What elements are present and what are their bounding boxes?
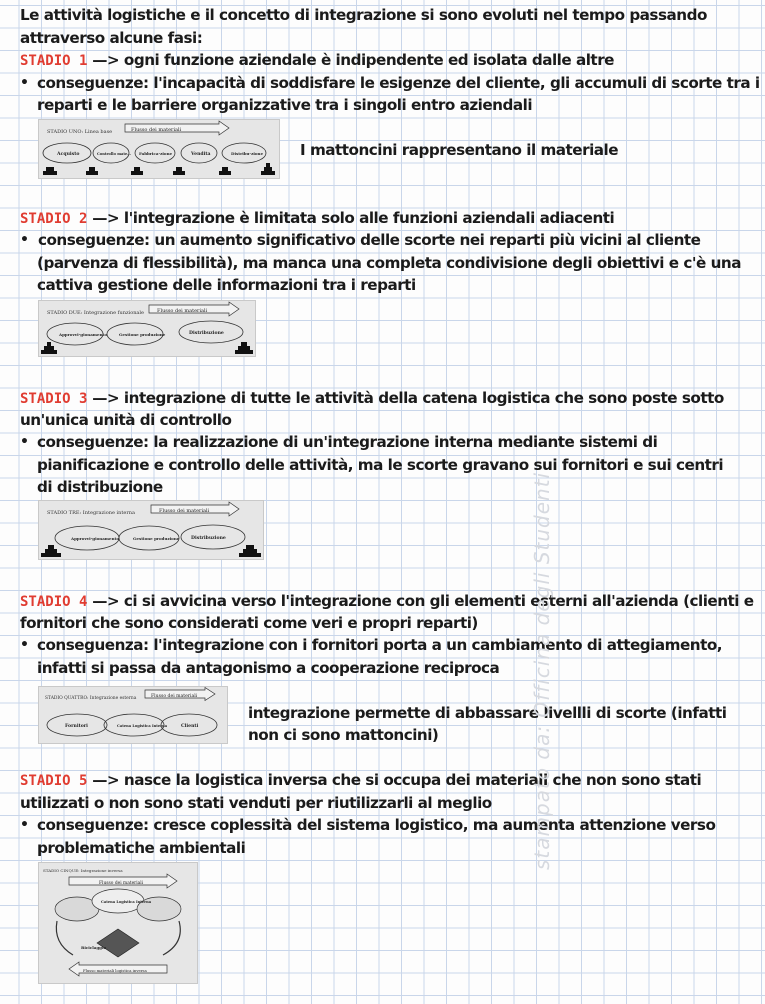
fig1-flow: Flusso dei materiali bbox=[131, 127, 182, 133]
stadio-2-label: STADIO 2 bbox=[20, 211, 88, 227]
stadio-3-label: STADIO 3 bbox=[20, 391, 88, 407]
stadio-2-heading bbox=[20, 207, 614, 231]
stadio-3-text: —> integrazione di tutte le attività della catena logistica che sono poste sotto bbox=[87, 389, 724, 407]
stadio-2-text: —> l'integrazione è limitata solo alle funzioni aziendali adiacenti bbox=[87, 209, 615, 227]
recycle-diamond-icon bbox=[97, 929, 139, 957]
fig1-box-2: Controllo mate... bbox=[97, 152, 132, 156]
stadio-1-label: STADIO 1 bbox=[20, 53, 88, 69]
stadio-4-bullet-2: infatti si passa da antagonismo a cooperazione reciproca bbox=[37, 659, 500, 677]
stadio-4-label: STADIO 4 bbox=[20, 594, 88, 610]
stadio-1-bullet-1: conseguenze: l'incapacità di soddisfare le esigenze del cliente, gli accumuli di scorte tra i bbox=[37, 74, 760, 92]
stadio-3-bullet-1: conseguenze: la realizzazione di un'integrazione interna mediante sistemi di bbox=[37, 433, 658, 451]
fig2-title: STADIO DUE: Integrazione funzionale bbox=[47, 310, 144, 316]
fig3-box-1: Approvvi-gionamento bbox=[71, 536, 119, 541]
fig4-box-3: Clienti bbox=[181, 724, 199, 729]
bricks-icon bbox=[43, 163, 275, 175]
stadio-1-text: —> ogni funzione aziendale è indipendente ed isolata dalle altre bbox=[87, 51, 614, 69]
stadio-5-heading bbox=[20, 769, 701, 793]
fig5-recycle: Riciclaggio bbox=[81, 945, 107, 950]
fig4-box-2: Catena Logistica Interna bbox=[117, 724, 168, 728]
fig4-flow: Flusso dei materiali bbox=[151, 694, 198, 699]
stadio-5-bullet-1: conseguenze: cresce coplessità del sistema logistico, ma aumenta attenzione verso bbox=[37, 816, 716, 834]
stadio-4-side-note-1: integrazione permette di abbassare livellli di scorte (infatti bbox=[248, 704, 727, 722]
stadio-2-figure bbox=[38, 300, 256, 357]
fig2-flow: Flusso dei materiali bbox=[157, 308, 208, 314]
bullet-dot: • bbox=[20, 75, 29, 91]
stadio-5-bullet-2: problematiche ambientali bbox=[37, 839, 246, 857]
bullet-dot: • bbox=[20, 434, 29, 450]
fig3-box-3: Distribuzione bbox=[191, 536, 226, 541]
stadio-2-bullet-3: cattiva gestione delle informazioni tra i reparti bbox=[37, 276, 416, 294]
fig4-box-1: Fornitori bbox=[65, 724, 88, 729]
stadio-5-text: —> nasce la logistica inversa che si occupa dei materiali che non sono stati bbox=[87, 771, 702, 789]
bullet-dot: • bbox=[20, 817, 29, 833]
fig5-title: STADIO CINQUE: Integrazione inversa bbox=[43, 868, 123, 873]
intro-line-2: attraverso alcune fasi: bbox=[20, 29, 203, 47]
stadio-2-bullet-2: (parvenza di flessibilità), ma manca una completa condivisione degli obiettivi e c'è una bbox=[37, 254, 741, 272]
fig2-box-2: Gestione produzione bbox=[119, 332, 166, 337]
bullet-dot: • bbox=[20, 637, 29, 653]
stadio-3-bullet-3: di distribuzione bbox=[37, 478, 163, 496]
fig3-box-2: Gestione produzione bbox=[133, 536, 180, 541]
fig1-box-5: Distribu-zione bbox=[231, 151, 263, 156]
fig1-title: STADIO UNO: Linea base bbox=[47, 129, 113, 135]
watermark: stampato da: Officina degli Studenti bbox=[530, 471, 554, 870]
fig5-flow-top: Flusso dei materiali bbox=[99, 881, 144, 886]
stadio-1-side-note: I mattoncini rappresentano il materiale bbox=[300, 141, 619, 159]
stadio-1-figure bbox=[38, 119, 280, 179]
stadio-5-label: STADIO 5 bbox=[20, 773, 88, 789]
stadio-3-line-2: un'unica unità di controllo bbox=[20, 411, 232, 429]
fig1-box-4: Vendita bbox=[191, 152, 211, 157]
fig5-center: Catena Logistica Interna bbox=[101, 900, 152, 904]
stadio-4-side-note-2: non ci sono mattoncini) bbox=[248, 726, 439, 744]
curve-arrow-icon bbox=[163, 921, 180, 955]
fig4-title: STADIO QUATTRO: Integrazione esterna bbox=[45, 696, 137, 701]
fig1-box-1: Acquisto bbox=[57, 152, 80, 157]
bricks-icon bbox=[41, 545, 261, 557]
stadio-3-figure bbox=[38, 500, 264, 560]
stadio-5-figure bbox=[38, 862, 198, 984]
bullet-dot: • bbox=[20, 232, 29, 248]
stadio-3-bullet-2: pianificazione e controllo delle attività, ma le scorte gravano sui fornitori e sui centri bbox=[37, 456, 724, 474]
stadio-1-heading bbox=[20, 49, 614, 73]
intro-line-1: Le attività logistiche e il concetto di integrazione si sono evoluti nel tempo passando bbox=[20, 6, 707, 24]
fig2-box-3: Distribuzione bbox=[189, 331, 224, 336]
stadio-4-heading bbox=[20, 590, 754, 614]
fig1-box-3: Fabbrica-zione bbox=[139, 151, 173, 156]
stadio-1-bullet-2: reparti e le barriere organizzative tra i singoli entro aziendali bbox=[37, 96, 533, 114]
stadio-3-heading bbox=[20, 387, 724, 411]
stadio-2-bullet-1: conseguenze: un aumento significativo delle scorte nei reparti più vicini al cliente bbox=[38, 231, 701, 249]
stadio-4-text: —> ci si avvicina verso l'integrazione con gli elementi esterni all'azienda (clienti e bbox=[87, 592, 754, 610]
curve-arrow-icon bbox=[56, 921, 73, 955]
stadio-4-figure bbox=[38, 686, 228, 744]
fig5-flow-bottom: Flusso materiali logistica inversa bbox=[83, 968, 147, 973]
fig3-flow: Flusso dei materiali bbox=[159, 508, 210, 514]
fig2-box-1: Approvvi-gionamento bbox=[59, 332, 107, 337]
stadio-5-line-2: utilizzati o non sono stati venduti per riutilizzarli al meglio bbox=[20, 794, 492, 812]
fig3-title: STADIO TRE: Integrazione interna bbox=[47, 510, 135, 516]
stadio-4-line-2: fornitori che sono considerati come veri e propri reparti) bbox=[20, 614, 478, 632]
stadio-4-bullet-1: conseguenza: l'integrazione con i fornitori porta a un cambiamento di attegiamento, bbox=[37, 636, 723, 654]
